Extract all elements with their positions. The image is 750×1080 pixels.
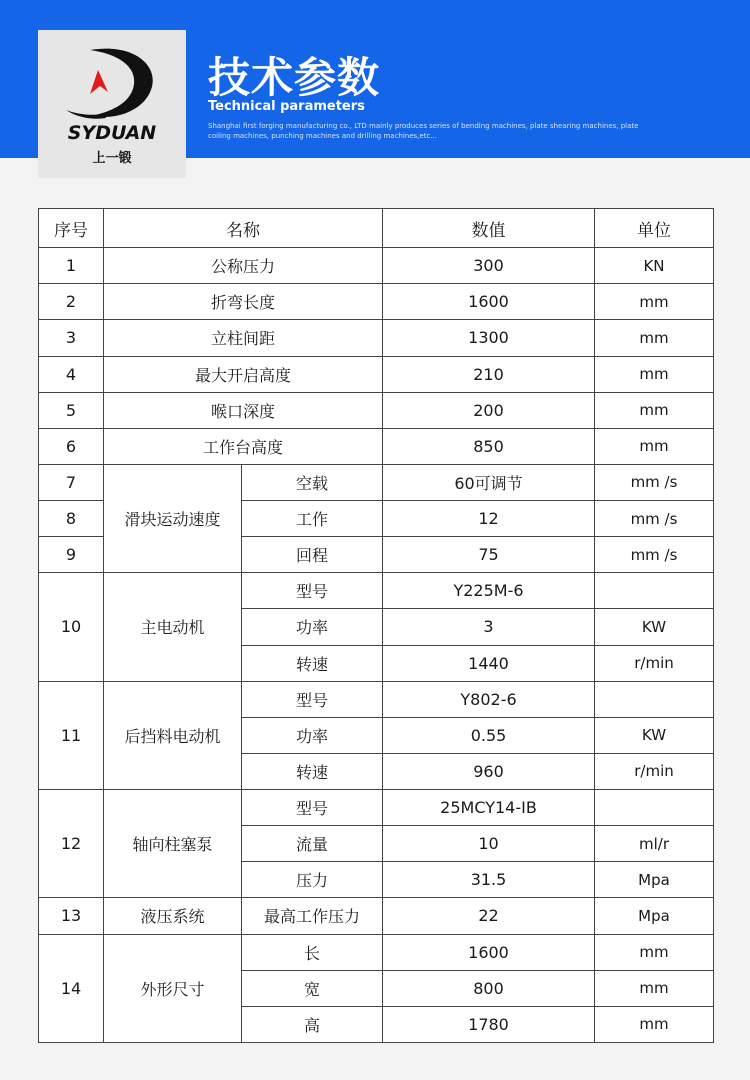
row-no: 6: [39, 428, 104, 464]
row-unit: mm: [595, 356, 714, 392]
row-subname: 回程: [242, 537, 383, 573]
row-value: 3: [383, 609, 595, 645]
row-unit: r/min: [595, 645, 714, 681]
row-value: 75: [383, 537, 595, 573]
row-name: 喉口深度: [104, 392, 383, 428]
row-no: 5: [39, 392, 104, 428]
row-no: 7: [39, 464, 104, 500]
row-subname: 转速: [242, 645, 383, 681]
row-no: 9: [39, 537, 104, 573]
row-unit: [595, 573, 714, 609]
row-name: 折弯长度: [104, 284, 383, 320]
row-subname: 型号: [242, 681, 383, 717]
row-value: 1600: [383, 284, 595, 320]
row-value: 200: [383, 392, 595, 428]
row-unit: KW: [595, 717, 714, 753]
table-header-row: [39, 209, 714, 248]
row-value: 1600: [383, 934, 595, 970]
table-row: [39, 284, 714, 320]
row-name: 工作台高度: [104, 428, 383, 464]
row-value: Y225M-6: [383, 573, 595, 609]
row-value: 10: [383, 826, 595, 862]
row-value: 31.5: [383, 862, 595, 898]
row-unit: Mpa: [595, 898, 714, 934]
row-subname: 压力: [242, 862, 383, 898]
row-subname: 转速: [242, 753, 383, 789]
row-subname: 工作: [242, 501, 383, 537]
row-unit: mm: [595, 320, 714, 356]
row-value: 1440: [383, 645, 595, 681]
row-unit: ml/r: [595, 826, 714, 862]
row-value: 800: [383, 970, 595, 1006]
group-name: 滑块运动速度: [104, 464, 242, 572]
table-row: [39, 392, 714, 428]
row-name: 公称压力: [104, 248, 383, 284]
row-unit: mm /s: [595, 537, 714, 573]
page-title: 技术参数: [208, 53, 381, 102]
row-subname: 高: [242, 1006, 383, 1042]
row-subname: 长: [242, 934, 383, 970]
logo-brand-text: SYDUAN: [67, 122, 157, 144]
table-row: [39, 934, 714, 970]
header-unit: 单位: [595, 209, 714, 248]
row-no: 8: [39, 501, 104, 537]
group-name: 主电动机: [104, 573, 242, 681]
row-unit: [595, 681, 714, 717]
row-subname: 空载: [242, 464, 383, 500]
header-no: 序号: [39, 209, 104, 248]
row-no: 14: [39, 934, 104, 1042]
row-subname: 型号: [242, 790, 383, 826]
row-value: 210: [383, 356, 595, 392]
row-unit: mm: [595, 428, 714, 464]
row-no: 4: [39, 356, 104, 392]
group-name: 液压系统: [104, 898, 242, 934]
row-unit: mm: [595, 970, 714, 1006]
table-row: [39, 248, 714, 284]
row-subname: 型号: [242, 573, 383, 609]
table-row: [39, 356, 714, 392]
row-no: 1: [39, 248, 104, 284]
row-unit: KN: [595, 248, 714, 284]
row-no: 10: [39, 573, 104, 681]
table-row: [39, 428, 714, 464]
row-subname: 流量: [242, 826, 383, 862]
page-subtitle: Technical parameters: [208, 99, 365, 114]
row-unit: mm /s: [595, 464, 714, 500]
table-row: [39, 464, 714, 500]
table-row: [39, 681, 714, 717]
spec-table: [38, 208, 714, 1043]
company-logo: [38, 30, 186, 178]
row-unit: mm: [595, 284, 714, 320]
group-name: 轴向柱塞泵: [104, 790, 242, 898]
table-row: [39, 790, 714, 826]
row-unit: mm: [595, 1006, 714, 1042]
row-unit: r/min: [595, 753, 714, 789]
row-no: 13: [39, 898, 104, 934]
row-unit: Mpa: [595, 862, 714, 898]
row-value: 850: [383, 428, 595, 464]
row-unit: [595, 790, 714, 826]
row-value: 1780: [383, 1006, 595, 1042]
row-value: 12: [383, 501, 595, 537]
row-unit: mm /s: [595, 501, 714, 537]
row-unit: KW: [595, 609, 714, 645]
row-value: 60可调节: [383, 464, 595, 500]
group-name: 后挡料电动机: [104, 681, 242, 789]
row-value: 22: [383, 898, 595, 934]
row-value: 0.55: [383, 717, 595, 753]
row-no: 11: [39, 681, 104, 789]
row-value: 1300: [383, 320, 595, 356]
table-row: [39, 320, 714, 356]
row-subname: 功率: [242, 609, 383, 645]
header-name: 名称: [104, 209, 383, 248]
row-value: 25MCY14-IB: [383, 790, 595, 826]
logo-swoosh-icon: [60, 40, 164, 124]
row-unit: mm: [595, 934, 714, 970]
table-row: [39, 898, 714, 934]
row-no: 12: [39, 790, 104, 898]
header-value: 数值: [383, 209, 595, 248]
row-subname: 最高工作压力: [242, 898, 383, 934]
table-row: [39, 573, 714, 609]
row-name: 立柱间距: [104, 320, 383, 356]
row-subname: 功率: [242, 717, 383, 753]
row-value: 960: [383, 753, 595, 789]
group-name: 外形尺寸: [104, 934, 242, 1042]
row-no: 3: [39, 320, 104, 356]
row-subname: 宽: [242, 970, 383, 1006]
row-name: 最大开启高度: [104, 356, 383, 392]
row-unit: mm: [595, 392, 714, 428]
row-no: 2: [39, 284, 104, 320]
row-value: 300: [383, 248, 595, 284]
row-value: Y802-6: [383, 681, 595, 717]
company-description: Shanghai first forging manufacturing co., LTD mainly produces series of bending machines, plate shearing machines, plate coiling machines, punching machines and drilling machines,etc...: [208, 122, 639, 140]
logo-sub-text: 上一锻: [92, 151, 132, 166]
